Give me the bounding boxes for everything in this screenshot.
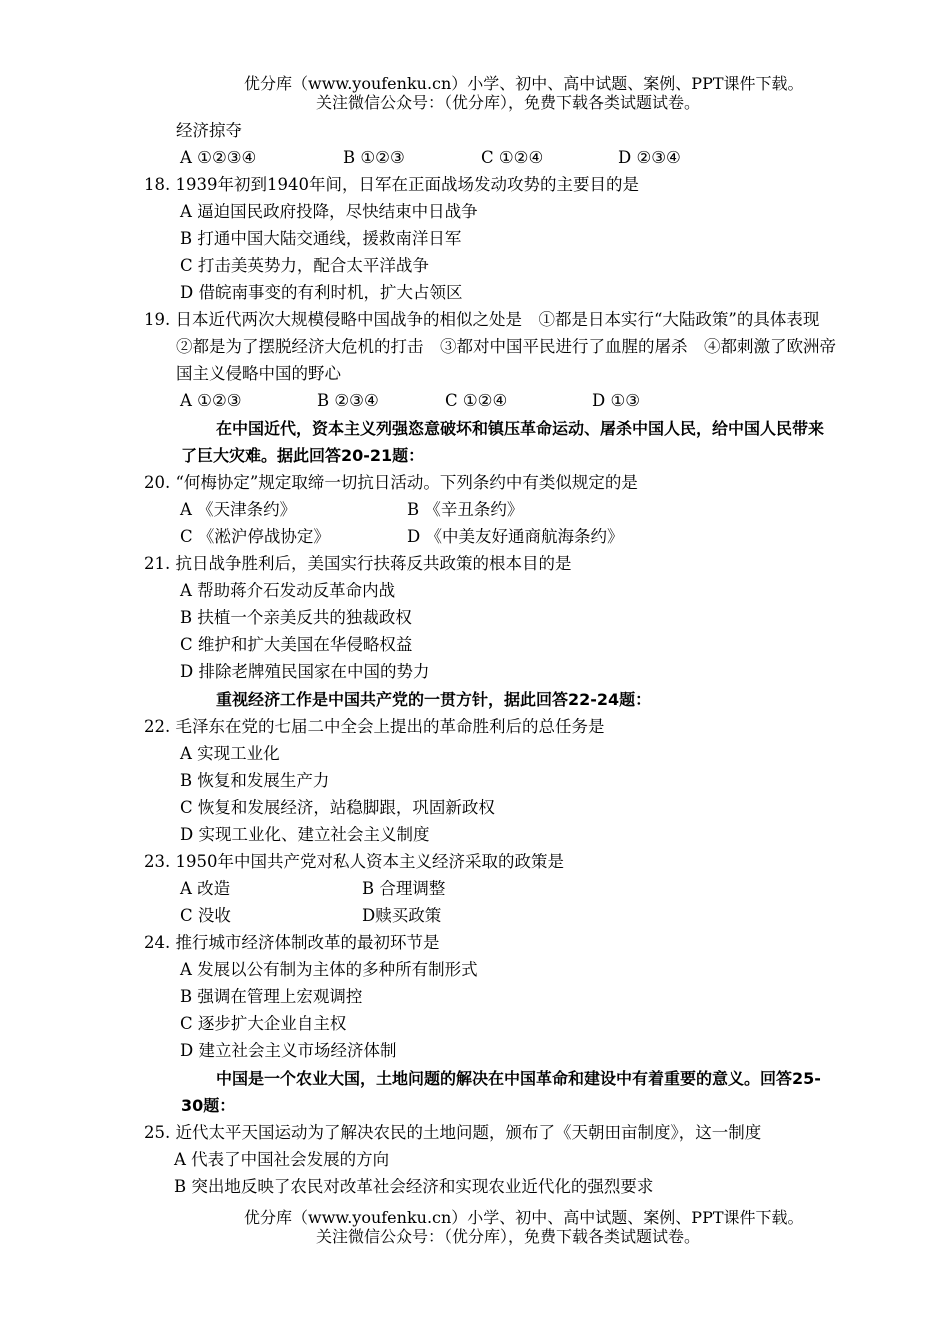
footer-line-2: 关注微信公众号：（优分库），免费下载各类试题试卷。 bbox=[316, 1227, 701, 1246]
q17-option-c: C ①②④ bbox=[481, 148, 544, 167]
section-intro-20-21-line-2: 了巨大灾难。据此回答20-21题： bbox=[181, 446, 425, 465]
q22-option-d: D 实现工业化、建立社会主义制度 bbox=[180, 825, 430, 844]
q20-option-c: C 《淞沪停战协定》 bbox=[180, 527, 330, 546]
q21-option-a: A 帮助蒋介石发动反革命内战 bbox=[180, 581, 396, 600]
q18-option-a: A 逼迫国民政府投降，尽快结束中日战争 bbox=[180, 202, 478, 221]
q21-option-b: B 扶植一个亲美反共的独裁政权 bbox=[180, 608, 412, 627]
q21-stem: 21. 抗日战争胜利后，美国实行扶蒋反共政策的根本目的是 bbox=[144, 554, 572, 573]
header-line-2: 关注微信公众号：（优分库），免费下载各类试题试卷。 bbox=[316, 93, 701, 112]
footer-line-1: 优分库（www.youfenku.cn）小学、初中、高中试题、案例、PPT课件下载。 bbox=[244, 1208, 804, 1227]
q19-option-b: B ②③④ bbox=[317, 391, 379, 410]
q24-option-a: A 发展以公有制为主体的多种所有制形式 bbox=[180, 960, 478, 979]
section-intro-20-21-line-1: 在中国近代，资本主义列强恣意破坏和镇压革命运动、屠杀中国人民，给中国人民带来 bbox=[216, 419, 825, 438]
q18-option-b: B 打通中国大陆交通线，援救南洋日军 bbox=[180, 229, 462, 248]
q21-option-c: C 维护和扩大美国在华侵略权益 bbox=[180, 635, 413, 654]
q17-option-d: D ②③④ bbox=[618, 148, 681, 167]
q22-option-a: A 实现工业化 bbox=[180, 744, 280, 763]
q17-continuation: 经济掠夺 bbox=[176, 121, 242, 140]
q19-option-c: C ①②④ bbox=[445, 391, 508, 410]
q20-option-a: A 《天津条约》 bbox=[180, 500, 297, 519]
q19-stem-line-2: ②都是为了摆脱经济大危机的打击 ③都对中国平民进行了血腥的屠杀 ④都刺激了欧洲帝 bbox=[176, 337, 836, 356]
q17-option-b: B ①②③ bbox=[343, 148, 405, 167]
q22-option-c: C 恢复和发展经济，站稳脚跟，巩固新政权 bbox=[180, 798, 495, 817]
q17-option-a: A ①②③④ bbox=[180, 148, 257, 167]
section-intro-25-30-line-1: 中国是一个农业大国，土地问题的解决在中国革命和建设中有着重要的意义。回答25- bbox=[216, 1069, 821, 1088]
section-intro-22-24: 重视经济工作是中国共产党的一贯方针，据此回答22-24题： bbox=[216, 690, 652, 709]
q24-stem: 24. 推行城市经济体制改革的最初环节是 bbox=[144, 933, 440, 952]
q22-stem: 22. 毛泽东在党的七届二中全会上提出的革命胜利后的总任务是 bbox=[144, 717, 605, 736]
q23-option-c: C 没收 bbox=[180, 906, 231, 925]
q24-option-c: C 逐步扩大企业自主权 bbox=[180, 1014, 347, 1033]
q22-option-b: B 恢复和发展生产力 bbox=[180, 771, 330, 790]
q19-stem-line-3: 国主义侵略中国的野心 bbox=[176, 364, 341, 383]
header-line-1: 优分库（www.youfenku.cn）小学、初中、高中试题、案例、PPT课件下载。 bbox=[244, 74, 804, 93]
q25-stem: 25. 近代太平天国运动为了解决农民的土地问题，颁布了《天朝田亩制度》，这一制度 bbox=[144, 1123, 762, 1142]
q23-option-b: B 合理调整 bbox=[362, 879, 446, 898]
q18-option-d: D 借皖南事变的有利时机，扩大占领区 bbox=[180, 283, 463, 302]
q18-option-c: C 打击美英势力，配合太平洋战争 bbox=[180, 256, 429, 275]
q21-option-d: D 排除老牌殖民国家在中国的势力 bbox=[180, 662, 430, 681]
q20-option-d: D 《中美友好通商航海条约》 bbox=[407, 527, 624, 546]
q19-option-d: D ①③ bbox=[592, 391, 641, 410]
q20-stem: 20. “何梅协定”规定取缔一切抗日活动。下列条约中有类似规定的是 bbox=[144, 473, 638, 492]
q25-option-b: B 突出地反映了农民对改革社会经济和实现农业近代化的强烈要求 bbox=[174, 1177, 654, 1196]
q18-stem: 18. 1939年初到1940年间，日军在正面战场发动攻势的主要目的是 bbox=[144, 175, 639, 194]
q25-option-a: A 代表了中国社会发展的方向 bbox=[174, 1150, 390, 1169]
q19-option-a: A ①②③ bbox=[180, 391, 242, 410]
q24-option-b: B 强调在管理上宏观调控 bbox=[180, 987, 363, 1006]
q23-option-d: D赎买政策 bbox=[362, 906, 442, 925]
q23-option-a: A 改造 bbox=[180, 879, 231, 898]
q24-option-d: D 建立社会主义市场经济体制 bbox=[180, 1041, 397, 1060]
q19-stem-line-1: 19. 日本近代两次大规模侵略中国战争的相似之处是 ①都是日本实行“大陆政策”的具体表现 bbox=[144, 310, 820, 329]
q20-option-b: B 《辛丑条约》 bbox=[407, 500, 524, 519]
q23-stem: 23. 1950年中国共产党对私人资本主义经济采取的政策是 bbox=[144, 852, 564, 871]
section-intro-25-30-line-2: 30题： bbox=[181, 1096, 236, 1115]
